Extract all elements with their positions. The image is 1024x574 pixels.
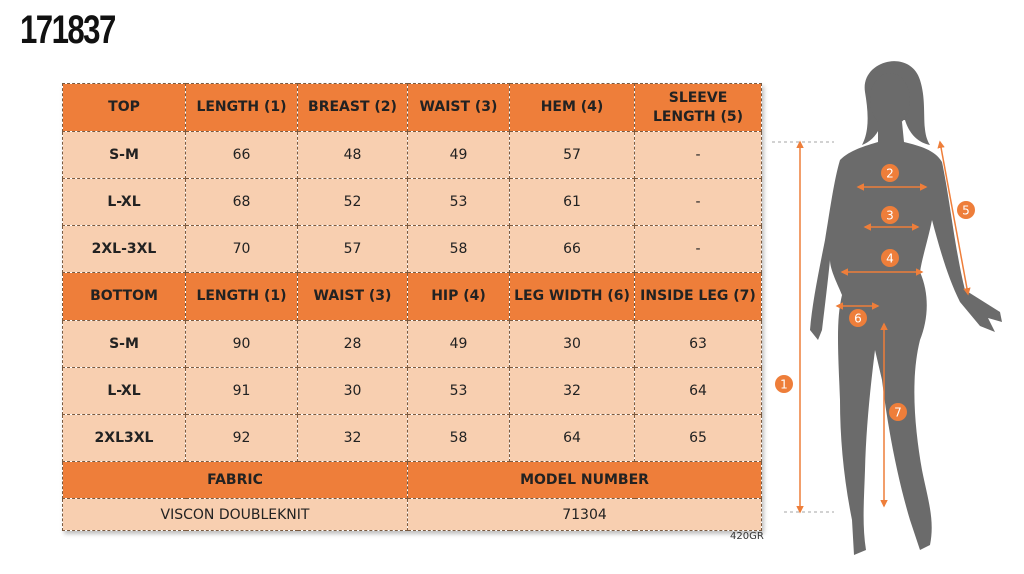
header-sleeve-line1: SLEEVE — [668, 89, 728, 106]
marker-3 — [881, 206, 899, 224]
header-hem: HEM (4) — [510, 84, 635, 132]
value-cell: - — [635, 132, 762, 179]
value-cell: 28 — [298, 321, 408, 368]
value-cell: 49 — [408, 321, 510, 368]
product-code: 171837 — [20, 8, 115, 52]
size-cell: 2XL-3XL — [63, 226, 186, 273]
head-shape — [870, 73, 910, 127]
table-row — [63, 368, 762, 415]
value-cell: 32 — [510, 368, 635, 415]
size-cell: S-M — [63, 132, 186, 179]
header-inside-leg: INSIDE LEG (7) — [635, 273, 762, 321]
value-cell: 65 — [635, 415, 762, 462]
value-cell: 48 — [298, 132, 408, 179]
size-cell: 2XL3XL — [63, 415, 186, 462]
value-cell: 58 — [408, 226, 510, 273]
value-cell: 61 — [510, 179, 635, 226]
header-hip: HIP (4) — [408, 273, 510, 321]
header-waist: WAIST (3) — [408, 84, 510, 132]
fabric-label: FABRIC — [63, 462, 408, 499]
footer-header-row — [63, 462, 762, 499]
svg-text:4: 4 — [886, 251, 894, 266]
value-cell: 68 — [186, 179, 298, 226]
value-cell: 64 — [635, 368, 762, 415]
value-cell: 58 — [408, 415, 510, 462]
value-cell: 53 — [408, 179, 510, 226]
svg-text:7: 7 — [894, 405, 902, 420]
header-sleeve-length — [635, 84, 762, 132]
value-cell: - — [635, 226, 762, 273]
size-cell: S-M — [63, 321, 186, 368]
marker-4 — [881, 249, 899, 267]
value-cell: 32 — [298, 415, 408, 462]
value-cell: 63 — [635, 321, 762, 368]
marker-5 — [957, 201, 975, 219]
header-bottom: BOTTOM — [63, 273, 186, 321]
header-length: LENGTH (1) — [186, 84, 298, 132]
value-cell: 57 — [298, 226, 408, 273]
header-waist: WAIST (3) — [298, 273, 408, 321]
svg-text:3: 3 — [886, 208, 894, 223]
header-top: TOP — [63, 84, 186, 132]
top-header-row — [63, 84, 762, 132]
size-cell: L-XL — [63, 368, 186, 415]
value-cell: 92 — [186, 415, 298, 462]
marker-2 — [881, 164, 899, 182]
bottom-header-row — [63, 273, 762, 321]
size-chart-table — [62, 83, 762, 531]
header-length: LENGTH (1) — [186, 273, 298, 321]
table-row — [63, 321, 762, 368]
value-cell: 66 — [186, 132, 298, 179]
marker-7 — [889, 403, 907, 421]
fabric-value: VISCON DOUBLEKNIT — [63, 499, 408, 531]
footer-value-row — [63, 499, 762, 531]
header-leg-width: LEG WIDTH (6) — [510, 273, 635, 321]
value-cell: 30 — [510, 321, 635, 368]
table-row — [63, 226, 762, 273]
value-cell: 57 — [510, 132, 635, 179]
table-row — [63, 179, 762, 226]
model-number-value: 71304 — [408, 499, 762, 531]
value-cell: 53 — [408, 368, 510, 415]
value-cell: 52 — [298, 179, 408, 226]
value-cell: - — [635, 179, 762, 226]
table-row — [63, 132, 762, 179]
value-cell: 91 — [186, 368, 298, 415]
value-cell: 30 — [298, 368, 408, 415]
value-cell: 49 — [408, 132, 510, 179]
value-cell: 70 — [186, 226, 298, 273]
svg-text:2: 2 — [886, 166, 894, 181]
body-measurement-figure — [770, 50, 1020, 565]
model-number-label: MODEL NUMBER — [408, 462, 762, 499]
header-breast: BREAST (2) — [298, 84, 408, 132]
svg-text:1: 1 — [780, 377, 788, 392]
size-cell: L-XL — [63, 179, 186, 226]
marker-6 — [849, 309, 867, 327]
table-row — [63, 415, 762, 462]
svg-text:6: 6 — [854, 311, 862, 326]
marker-1 — [775, 375, 793, 393]
silhouette — [810, 61, 1002, 555]
value-cell: 90 — [186, 321, 298, 368]
value-cell: 66 — [510, 226, 635, 273]
value-cell: 64 — [510, 415, 635, 462]
weight-tag: 420GR — [730, 531, 764, 542]
svg-text:5: 5 — [962, 203, 970, 218]
header-sleeve-line2: LENGTH (5) — [652, 108, 744, 125]
